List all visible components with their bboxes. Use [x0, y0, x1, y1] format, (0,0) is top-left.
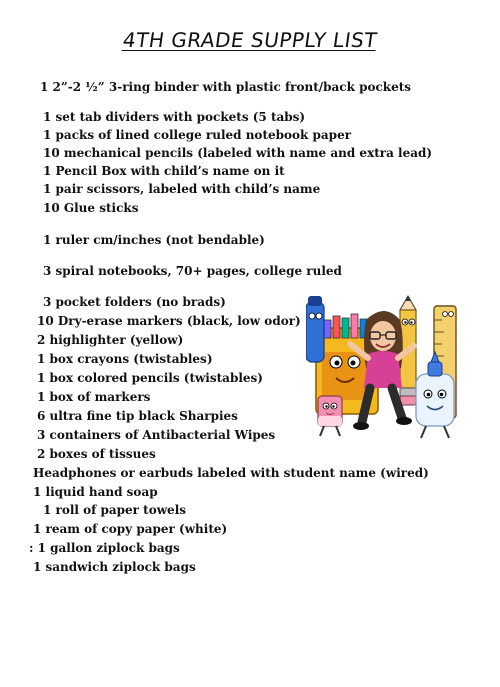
list-item: 10 Dry-erase markers (black, low odor) [37, 314, 301, 328]
list-item: 6 ultra fine tip black Sharpies [37, 409, 238, 423]
list-item: 1 pair scissors, labeled with child’s name [43, 182, 321, 196]
list-item: 3 spiral notebooks, 70+ pages, college ruled [43, 264, 342, 278]
list-item: 3 pocket folders (no brads) [43, 295, 226, 309]
list-item: 3 containers of Antibacterial Wipes [37, 428, 276, 442]
list-item: 1 box crayons (twistables) [37, 352, 213, 366]
list-item: Headphones or earbuds labeled with student name (wired) [33, 466, 429, 480]
list-item: 2 highlighter (yellow) [37, 333, 184, 347]
school-supplies-clipart-icon [306, 292, 474, 448]
list-item: 2 boxes of tissues [37, 447, 156, 461]
list-item: 1 Pencil Box with child’s name on it [43, 164, 285, 178]
list-item: 1 liquid hand soap [33, 485, 158, 499]
glue-bottle-shape [416, 374, 454, 426]
blue-marker-shape [306, 302, 324, 362]
list-item: 1 sandwich ziplock bags [33, 560, 196, 574]
list-item: : 1 gallon ziplock bags [29, 541, 180, 555]
list-item: 1 roll of paper towels [43, 503, 187, 517]
list-item: 1 2”-2 ½” 3-ring binder with plastic front/back pockets [40, 80, 412, 94]
list-item: 1 packs of lined college ruled notebook paper [43, 128, 352, 142]
list-item: 1 ream of copy paper (white) [33, 522, 228, 536]
school-supplies-clipart-icon [306, 292, 474, 448]
list-item: 10 Glue sticks [43, 201, 139, 215]
list-item: 1 box colored pencils (twistables) [37, 371, 263, 385]
list-item: 1 box of markers [37, 390, 151, 404]
list-item: 1 set tab dividers with pockets (5 tabs) [43, 110, 306, 124]
page-title: 4TH GRADE SUPPLY LIST [121, 28, 379, 52]
list-item: 1 ruler cm/inches (not bendable) [43, 233, 265, 247]
list-item: 10 mechanical pencils (labeled with name and extra lead) [43, 146, 433, 160]
